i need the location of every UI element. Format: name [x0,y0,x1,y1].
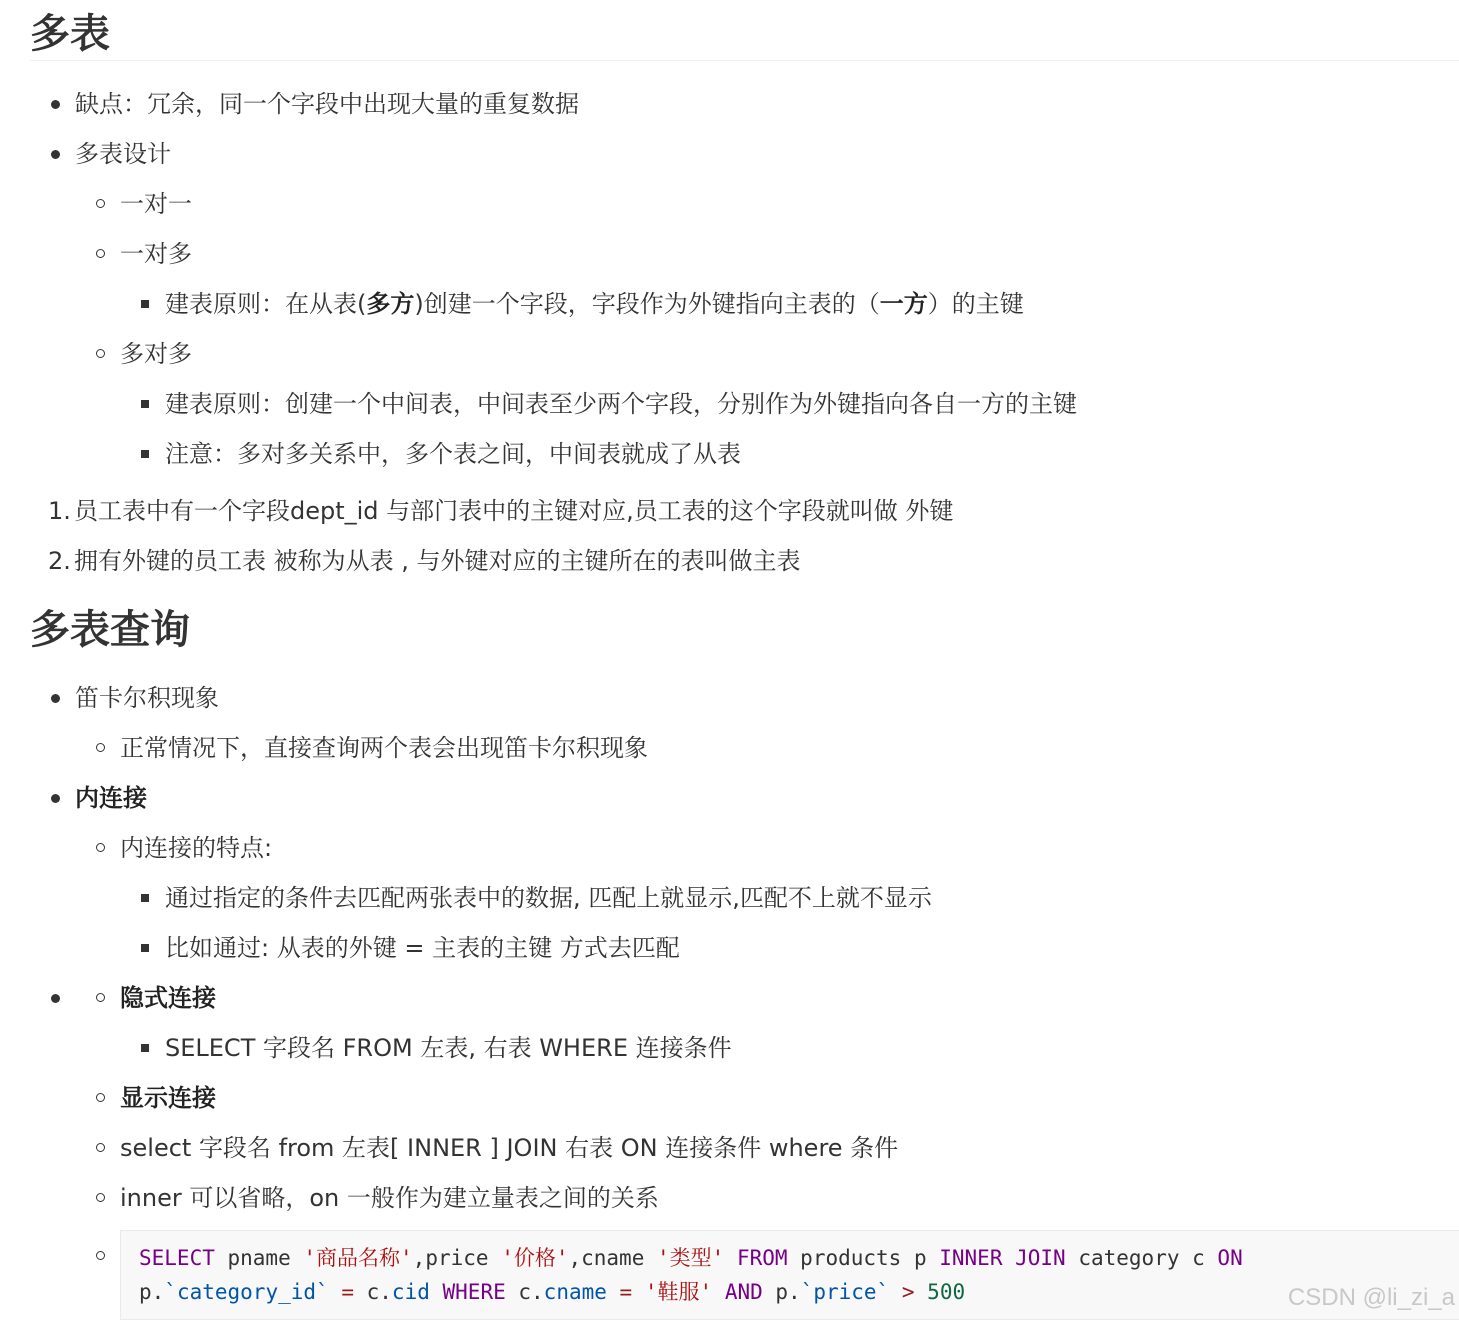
otm-rule-bold-many: 多方 [366,290,415,318]
code-kw-join: JOIN [1015,1246,1066,1270]
otm-rule-part-c: )创建一个字段，字段作为外键指向主表的（ [414,290,880,318]
code-string: '价格' [501,1246,569,1270]
numbered-item-2 [48,545,801,577]
code-text [915,1280,928,1304]
code-text [607,1280,620,1304]
code-text: pname [214,1246,304,1270]
code-text [430,1280,443,1304]
numbered-item-1 [48,495,953,527]
list-item-one-to-many: 一对多 [120,240,192,268]
list-item-mtm-note: 注意：多对多关系中，多个表之间，中间表就成了从表 [165,440,741,468]
code-number: 500 [927,1280,966,1304]
section-title-multi-table: 多表 [30,11,110,57]
list-item-mtm-rule: 建表原则：创建一个中间表，中间表至少两个字段，分别作为外键指向各自一方的主键 [165,390,1077,418]
empty-bullet-marker [51,994,60,1003]
code-string: '类型' [657,1246,725,1270]
list-item-feature-2: 比如通过: 从表的外键 = 主表的主键 方式去匹配 [165,934,680,962]
code-text [889,1280,902,1304]
code-string: '鞋服' [644,1280,713,1304]
code-text: ,price [412,1246,502,1270]
csdn-watermark: CSDN @li_zi_a [1287,1284,1455,1311]
code-text: c. [505,1280,544,1304]
otm-rule-part-a: 建表原则：在从表( [165,290,367,318]
list-item-many-to-many: 多对多 [120,340,192,368]
code-identifier: cid [391,1280,430,1304]
code-text: p. [139,1280,165,1304]
title-divider [30,60,1459,61]
list-item-cartesian: 笛卡尔积现象 [75,684,219,712]
list-item-otm-rule [165,288,1024,320]
code-identifier: `price` [800,1280,890,1304]
code-text: ,cname [568,1246,657,1270]
list-item-inner-features: 内连接的特点: [120,834,273,862]
code-identifier: cname [543,1280,607,1304]
code-text [1002,1246,1015,1270]
list-item-explicit-join: 显示连接 [120,1084,216,1112]
code-kw-and: AND [724,1280,763,1304]
otm-rule-part-d: ）的主键 [927,290,1024,318]
code-operator: = [341,1280,354,1304]
code-kw-from: FROM [736,1246,788,1270]
code-kw-select: SELECT [139,1246,215,1270]
list-item-cartesian-desc: 正常情况下，直接查询两个表会出现笛卡尔积现象 [120,734,648,762]
code-kw-where: WHERE [442,1280,506,1304]
code-string: '商品名称' [303,1246,413,1270]
code-text [632,1280,645,1304]
code-identifier: `category_id` [164,1280,329,1304]
code-operator: > [901,1280,915,1304]
code-text: c. [353,1280,392,1304]
code-operator: = [619,1280,633,1304]
code-text [724,1246,737,1270]
list-item-design: 多表设计 [75,140,171,168]
list-item-explicit-syntax: select 字段名 from 左表[ INNER ] JOIN 右表 ON 连接条件 where 条件 [120,1134,899,1162]
code-kw-on: ON [1217,1246,1243,1270]
list-item-inner-optional: inner 可以省略，on 一般作为建立量表之间的关系 [120,1184,659,1212]
code-text: category c [1065,1246,1218,1270]
code-item-marker [96,1251,105,1260]
code-text: p. [762,1280,801,1304]
list-item-feature-1: 通过指定的条件去匹配两张表中的数据, 匹配上就显示,匹配不上就不显示 [165,884,932,912]
numbered-text-1: 员工表中有一个字段dept_id 与部门表中的主键对应,员工表的这个字段就叫做 外键 [74,497,954,525]
list-item-one-to-one: 一对一 [120,190,192,218]
list-item-implicit-syntax: SELECT 字段名 FROM 左表, 右表 WHERE 连接条件 [165,1034,732,1062]
section-title-multi-table-query: 多表查询 [30,607,190,653]
code-text: products p [787,1246,940,1270]
list-item-implicit-join: 隐式连接 [120,984,216,1012]
numbered-marker-1: 1. [48,497,71,525]
numbered-marker-2: 2. [48,547,71,575]
code-kw-inner: INNER [939,1246,1003,1270]
code-text [329,1280,342,1304]
otm-rule-bold-one: 一方 [879,290,928,318]
list-item-inner-join: 内连接 [75,784,147,812]
code-text [712,1280,725,1304]
sql-code-block [120,1230,1459,1320]
numbered-text-2: 拥有外键的员工表 被称为从表 , 与外键对应的主键所在的表叫做主表 [74,547,801,575]
list-item-drawback: 缺点：冗余，同一个字段中出现大量的重复数据 [75,90,579,118]
